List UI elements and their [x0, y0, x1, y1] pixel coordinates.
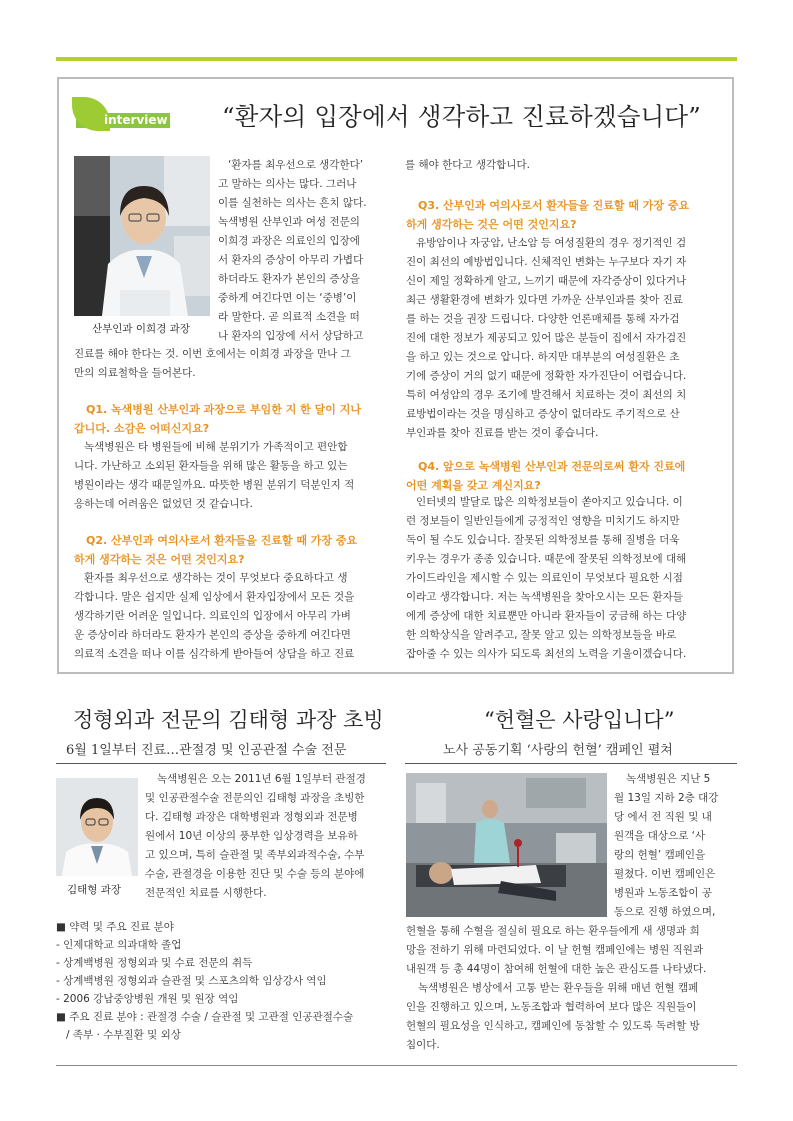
- intro-line: 이를 실천하는 의사는 흔치 않다.: [218, 197, 367, 209]
- answer-line: 신이 제일 정확하게 알고, 느끼기 때문에 자각증상이 있다거나: [406, 275, 687, 287]
- article3-rule: [405, 763, 737, 764]
- career-list: [56, 918, 353, 1044]
- question-1: [74, 400, 361, 438]
- question-2: [74, 531, 358, 569]
- answer-line: 녹색병원은 타 병원들에 비해 분위기가 가족적이고 편안합: [84, 441, 348, 453]
- answer-1: [74, 438, 354, 514]
- answer-line: 운 증상이라 하더라도 환자가 본인의 증상을 중하게 여긴다면: [74, 629, 351, 641]
- question-line: 하게 생각하는 것은 어떤 것인지요?: [406, 218, 577, 231]
- body-line: 망을 전하기 위해 마련되었다. 이 날 헌혈 캠페인에는 병원 직원과: [406, 944, 704, 956]
- answer-line: 최근 생활환경에 변화가 있다면 가까운 산부인과를 찾아 진료: [406, 294, 683, 306]
- question-line: Q4. 앞으로 녹색병원 산부인과 전문의로써 환자 진료에: [418, 460, 686, 473]
- body-line: 침이다.: [406, 1039, 440, 1051]
- body-line: 내원객 등 총 44명이 참여해 헌혈에 대한 높은 관심도를 나타냈다.: [406, 963, 707, 975]
- answer-line: 기에 증상이 거의 없기 때문에 정확한 자가진단이 어렵습니다.: [406, 370, 687, 382]
- body-line: 랑의 헌혈’ 캠페인을: [614, 849, 706, 861]
- answer-line: 를 하는 것을 권장 드립니다. 다양한 언론매체를 통해 자가검: [406, 313, 680, 325]
- answer-line: 유방암이나 자궁암, 난소암 등 여성질환의 경우 정기적인 검: [416, 237, 687, 249]
- article2-body: [145, 770, 366, 903]
- interview-intro: [218, 156, 386, 346]
- intro-line: 나 환자의 입장에 서서 상담하고: [218, 330, 364, 342]
- list-item: - 상계백병원 정형외과 및 수료 전문의 취득: [56, 957, 253, 969]
- intro-line: ‘환자를 최우선으로 생각한다’: [228, 159, 364, 171]
- answer-line: 한 의학상식을 알려주고, 잘못 알고 있는 의학정보들을 바로: [406, 629, 677, 641]
- article2-subtitle: 6월 1일부터 진료…관절경 및 인공관절 수술 전문: [66, 743, 347, 758]
- answer-line: 각합니다. 말은 쉽지만 실제 임상에서 환자입장에서 모든 것을: [74, 591, 355, 603]
- answer-3: [406, 234, 686, 443]
- answer-2: [74, 569, 354, 664]
- body-line: 다. 김태형 과장은 대학병원과 정형외과 전문병: [145, 811, 358, 823]
- list-item: ■ 주요 진료 분야 : 관절경 수술 / 슬관절 및 고관절 인공관절수술: [56, 1011, 354, 1023]
- answer-line: 잡아줄 수 있는 의사가 되도록 최선의 노력을 기울이겠습니다.: [406, 648, 687, 660]
- doctor-photo-caption: 산부인과 이희경 과장: [92, 323, 190, 335]
- intro-line: 하더라도 환자가 본인의 증상을: [218, 273, 360, 285]
- answer-line: 생각하기란 어려운 일입니다. 의료인의 입장에서 아무리 가벼: [74, 610, 351, 622]
- question-line: Q1. 녹색병원 산부인과 과장으로 부임한 지 한 달이 지나: [86, 403, 361, 416]
- question-line: Q2. 산부인과 여의사로서 환자들을 진료할 때 가장 중요: [86, 534, 358, 547]
- answer-line: 진에 대한 정보가 제공되고 있어 많은 분들이 집에서 자가검진: [406, 332, 687, 344]
- article3-body: [406, 922, 706, 1055]
- list-item: ■ 약력 및 주요 진료 분야: [56, 921, 174, 933]
- list-item: - 인제대학교 의과대학 졸업: [56, 939, 182, 951]
- kim-photo: [56, 778, 138, 876]
- answer-line: 가이드라인을 제시할 수 있는 의료인이 무엇보다 필요한 시점: [406, 572, 683, 584]
- answer-line: 부인과를 찾아 진료를 받는 것이 좋습니다.: [406, 427, 599, 439]
- body-line: 원객을 대상으로 ‘사: [614, 830, 706, 842]
- body-line: 녹색병원은 병상에서 고통 받는 환우들을 위해 매년 헌혈 캠페: [418, 982, 699, 994]
- answer-line: 환자를 최우선으로 생각하는 것이 무엇보다 중요하다고 생: [84, 572, 348, 584]
- body-line: 당 에서 전 직원 및 내: [614, 811, 712, 823]
- intro-line: 만의 의료철학을 들어본다.: [74, 367, 196, 379]
- kim-photo-caption: 김태형 과장: [67, 884, 122, 896]
- intro-line: 서 환자의 증상이 아무리 가볍다: [218, 254, 364, 266]
- answer-4: [406, 493, 686, 664]
- body-line: 수술, 관절경을 이용한 진단 및 수술 등의 분야에: [145, 868, 365, 880]
- answer-line: 료방법이라는 것을 명심하고 증상이 없더라도 주기적으로 산: [406, 408, 680, 420]
- answer-line: 인터넷의 발달로 많은 의학정보들이 쏟아지고 있습니다. 이: [416, 496, 683, 508]
- question-3: [406, 196, 690, 234]
- answer-line: 에게 증상에 대한 치료뿐만 아니라 환자들이 궁금해 하는 다양: [406, 610, 687, 622]
- body-line: 녹색병원은 오는 2011년 6월 1일부터 관절경: [157, 773, 366, 785]
- answer-line: 을 하고 있는 것으로 압니다. 하지만 대부분의 여성질환은 초: [406, 351, 680, 363]
- answer-line: 응하는데 어려움은 없었던 것 같습니다.: [74, 498, 253, 510]
- body-line: 헌혈의 필요성을 인식하고, 캠페인에 동참할 수 있도록 독려할 방: [406, 1020, 700, 1032]
- list-item: - 상계백병원 정형외과 슬관절 및 스포츠의학 임상강사 역임: [56, 975, 327, 987]
- answer-line: 의료적 소견을 떠나 이를 심각하게 받아들여 상담을 하고 진료: [74, 648, 355, 660]
- intro-line: 진료를 해야 한다는 것. 이번 호에서는 이희경 과장을 만나 그: [74, 348, 351, 360]
- body-line: 월 13일 지하 2층 대강: [614, 792, 719, 804]
- body-line: 인을 진행하고 있으며, 노동조합과 협력하여 보다 많은 직원들이: [406, 1001, 697, 1013]
- top-accent-rule: [56, 57, 737, 61]
- answer-line: 니다. 가난하고 소외된 환자들을 위해 많은 활동을 하고 있는: [74, 460, 348, 472]
- intro-line: 중하게 여긴다면 이는 ‘중병’이: [218, 292, 357, 304]
- answer-2-continued: 를 해야 한다고 생각합니다.: [405, 159, 530, 171]
- answer-line: 독이 될 수도 있습니다. 잘못된 의학정보를 통해 질병을 더욱: [406, 534, 680, 546]
- intro-line: 라 말한다. 곧 의료적 소견을 떠: [218, 311, 360, 323]
- answer-line: 런 정보들이 일반인들에게 긍정적인 영향을 미치기도 하지만: [406, 515, 680, 527]
- interview-intro-tail: [74, 345, 351, 383]
- bottom-rule: [56, 1065, 737, 1066]
- question-line: 하게 생각하는 것은 어떤 것인지요?: [74, 553, 245, 566]
- intro-line: 이희경 과장은 의료인의 입장에: [218, 235, 360, 247]
- article2-title: 정형외과 전문의 김태형 과장 초빙: [73, 708, 384, 732]
- question-4: [406, 457, 686, 495]
- intro-line: 녹색병원 산부인과 여성 전문의: [218, 216, 360, 228]
- body-line: 고 있으며, 특히 슬관절 및 족부외과적수술, 수부: [145, 849, 365, 861]
- answer-line: 이라고 생각합니다. 저는 녹색병원을 찾아오시는 모든 환자들: [406, 591, 683, 603]
- article3-title: “헌혈은 사랑입니다”: [484, 708, 675, 732]
- list-item: - 2006 강남중앙병원 개원 및 원장 역임: [56, 993, 239, 1005]
- body-line: 원에서 10년 이상의 풍부한 임상경력을 보유하: [145, 830, 358, 842]
- answer-line: 진이 최선의 예방법입니다. 신체적인 변화는 누구보다 자기 자: [406, 256, 687, 268]
- interview-tag: [70, 97, 170, 130]
- question-line: Q3. 산부인과 여의사로서 환자들을 진료할 때 가장 중요: [418, 199, 690, 212]
- list-item: / 족부 · 수부질환 및 외상: [56, 1029, 181, 1041]
- body-line: 동으로 진행 하였으며,: [614, 906, 716, 918]
- body-line: 전문적인 치료를 시행한다.: [145, 887, 267, 899]
- answer-line: 특히 여성암의 경우 조기에 발견해서 치료하는 것이 최선의 치: [406, 389, 687, 401]
- article3-subtitle: 노사 공동기획 ‘사랑의 헌혈’ 캠페인 펼쳐: [443, 743, 673, 758]
- answer-line: 병원이라는 생각 때문일까요. 따뜻한 병원 분위기 덕분인지 적: [74, 479, 355, 491]
- body-line: 헌혈을 통해 수혈을 절실히 필요로 하는 환우들에게 새 생명과 희: [406, 925, 700, 937]
- question-line: 어떤 계획을 갖고 계신지요?: [406, 479, 541, 492]
- doctor-photo: [74, 156, 210, 316]
- blood-drive-photo: [406, 773, 607, 917]
- body-line: 녹색병원은 지난 5: [626, 773, 711, 785]
- body-line: 및 인공관절수술 전문의인 김태형 과장을 초빙한: [145, 792, 365, 804]
- answer-line: 키우는 경우가 종종 있습니다. 때문에 잘못된 의학정보에 대해: [406, 553, 687, 565]
- article2-rule: [56, 763, 386, 764]
- body-line: 펼쳤다. 이번 캠페인은: [614, 868, 716, 880]
- interview-headline: “환자의 입장에서 생각하고 진료하겠습니다”: [222, 102, 702, 131]
- article3-side-text: [614, 770, 718, 922]
- question-line: 갑니다. 소감은 어떠신지요?: [74, 422, 210, 435]
- tag-label: interview: [104, 113, 168, 127]
- body-line: 병원과 노동조합이 공: [614, 887, 712, 899]
- intro-line: 고 말하는 의사는 많다. 그러나: [218, 178, 357, 190]
